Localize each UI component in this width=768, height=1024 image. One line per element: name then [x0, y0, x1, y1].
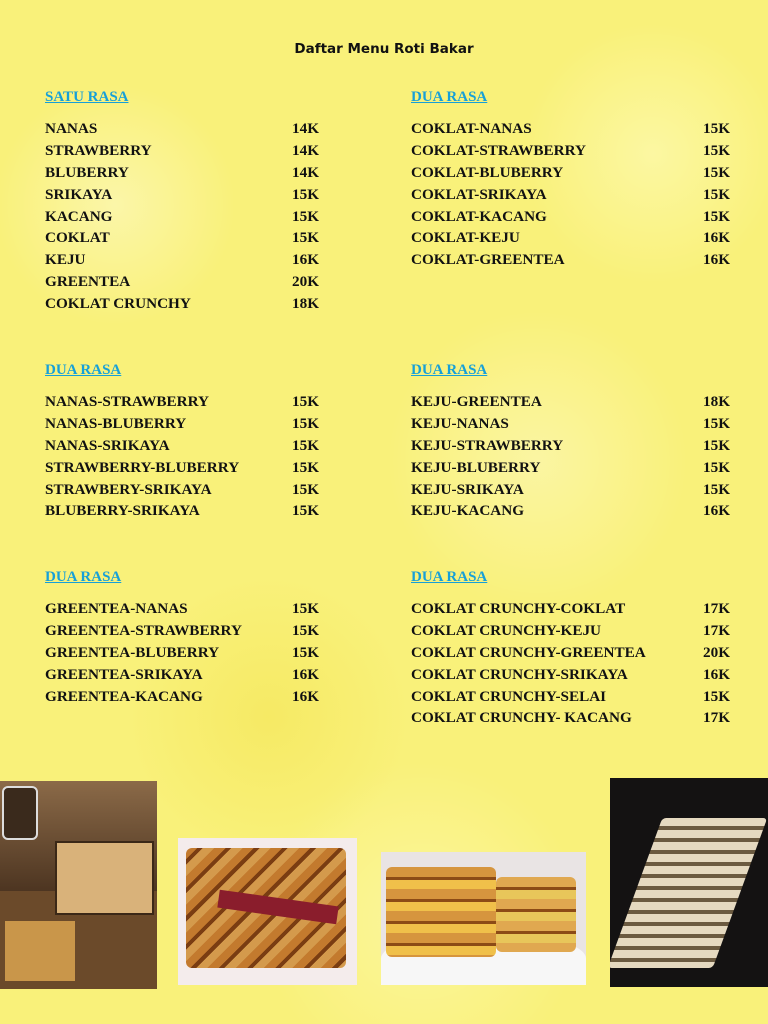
menu-item [411, 206, 741, 228]
menu-item [45, 227, 375, 249]
section-title: DUA RASA [45, 569, 122, 585]
menu-item [411, 140, 741, 162]
menu-item-price: 16K [292, 665, 320, 683]
menu-item-price: 20K [292, 273, 320, 291]
menu-item [411, 435, 741, 457]
menu-item-price: 15K [703, 687, 731, 705]
menu-item-price: 15K [292, 600, 320, 617]
section-dua-rasa-coklat-crunchy [411, 566, 741, 729]
menu-item-price: 15K [292, 393, 320, 410]
bread-packaging-photo [0, 781, 157, 989]
menu-item-name: GREENTEA-NANAS [45, 600, 188, 617]
menu-item-name: COKLAT CRUNCHY-SRIKAYA [411, 665, 628, 683]
menu-item-name: COKLAT CRUNCHY- KACANG [411, 709, 632, 727]
menu-item-price: 15K [292, 643, 320, 661]
menu-item [411, 598, 741, 620]
menu-item [411, 664, 741, 686]
menu-item [411, 500, 741, 522]
menu-item [45, 391, 375, 413]
menu-item [45, 686, 375, 708]
menu-item-price: 14K [292, 141, 320, 159]
menu-item-price: 16K [292, 251, 320, 269]
menu-item-name: NANAS-STRAWBERRY [45, 393, 210, 410]
menu-item-price: 15K [292, 502, 320, 520]
toast-slices-photo [610, 778, 768, 987]
menu-item [45, 118, 375, 140]
menu-item-price: 15K [292, 207, 320, 225]
menu-item-name: COKLAT CRUNCHY [45, 295, 191, 313]
toast-jam-photo [178, 838, 357, 985]
menu-item [411, 457, 741, 479]
menu-item-name: COKLAT CRUNCHY-SELAI [411, 687, 607, 705]
menu-item-name: NANAS [45, 120, 98, 137]
menu-item-name: COKLAT-NANAS [411, 120, 532, 137]
menu-item-name: COKLAT [45, 229, 110, 247]
menu-item-price: 15K [703, 185, 731, 203]
menu-item [45, 184, 375, 206]
menu-item-price: 15K [703, 207, 731, 225]
menu-item-name: COKLAT CRUNCHY-COKLAT [411, 600, 626, 617]
menu-item-price: 14K [292, 163, 320, 181]
menu-item-name: GREENTEA-BLUBERRY [45, 643, 220, 661]
menu-item [45, 413, 375, 435]
menu-item-name: KEJU-BLUBERRY [411, 458, 541, 476]
menu-item-price: 15K [703, 163, 731, 181]
menu-item-name: KEJU-STRAWBERRY [411, 436, 564, 454]
menu-item-price: 20K [703, 643, 731, 661]
section-title: DUA RASA [411, 569, 488, 585]
menu-item-price: 15K [703, 458, 731, 476]
menu-item-name: KEJU-NANAS [411, 414, 509, 432]
menu-item-name: KEJU [45, 251, 86, 269]
menu-item-price: 18K [292, 295, 320, 313]
menu-item-price: 15K [292, 458, 320, 476]
menu-item-price: 14K [292, 120, 320, 137]
section-satu-rasa [45, 86, 375, 315]
menu-item-name: KEJU-GREENTEA [411, 393, 542, 410]
menu-item [411, 391, 741, 413]
menu-item-price: 17K [703, 600, 731, 617]
section-dua-rasa-keju [411, 359, 741, 522]
menu-item [45, 664, 375, 686]
menu-item [45, 249, 375, 271]
menu-item [411, 162, 741, 184]
menu-item-name: COKLAT CRUNCHY-GREENTEA [411, 643, 646, 661]
toast-stack-photo [381, 852, 586, 985]
menu-item-name: GREENTEA [45, 273, 131, 291]
menu-item [45, 206, 375, 228]
menu-item-name: SRIKAYA [45, 185, 113, 203]
menu-item [45, 271, 375, 293]
menu-item-name: STRAWBERRY-BLUBERRY [45, 458, 240, 476]
menu-item [411, 642, 741, 664]
section-dua-rasa-coklat [411, 86, 741, 271]
menu-item-name: COKLAT-KACANG [411, 207, 547, 225]
menu-item-name: BLUBERRY-SRIKAYA [45, 502, 200, 520]
menu-item-name: NANAS-SRIKAYA [45, 436, 170, 454]
menu-item [45, 642, 375, 664]
menu-item [45, 435, 375, 457]
menu-item-name: STRAWBERY-SRIKAYA [45, 480, 212, 498]
menu-item-price: 15K [292, 436, 320, 454]
section-title: DUA RASA [45, 362, 122, 378]
menu-item-name: COKLAT-GREENTEA [411, 251, 565, 269]
menu-item-price: 15K [703, 414, 731, 432]
section-dua-rasa-nanas [45, 359, 375, 522]
menu-item-price: 16K [703, 665, 731, 683]
menu-item-name: GREENTEA-STRAWBERRY [45, 621, 242, 639]
menu-item [45, 162, 375, 184]
menu-item-price: 16K [703, 229, 731, 247]
menu-item-price: 15K [292, 480, 320, 498]
menu-item-price: 15K [292, 414, 320, 432]
menu-item [411, 249, 741, 271]
menu-item-name: KACANG [45, 207, 113, 225]
menu-item-price: 15K [292, 621, 320, 639]
menu-item [411, 479, 741, 501]
menu-item [411, 184, 741, 206]
menu-item-price: 16K [703, 251, 731, 269]
menu-item [45, 479, 375, 501]
menu-item-price: 16K [703, 502, 731, 520]
menu-item [411, 413, 741, 435]
menu-item [411, 620, 741, 642]
menu-item-name: COKLAT CRUNCHY-KEJU [411, 621, 602, 639]
menu-item-price: 16K [292, 687, 320, 705]
menu-item [411, 118, 741, 140]
menu-item [45, 598, 375, 620]
menu-item-name: GREENTEA-KACANG [45, 687, 203, 705]
menu-item-name: GREENTEA-SRIKAYA [45, 665, 203, 683]
menu-item-name: COKLAT-KEJU [411, 229, 520, 247]
page-title: Daftar Menu Roti Bakar [294, 41, 474, 57]
menu-item [45, 620, 375, 642]
menu-item-name: NANAS-BLUBERRY [45, 414, 187, 432]
menu-item-price: 15K [703, 141, 731, 159]
menu-item-name: COKLAT-STRAWBERRY [411, 141, 587, 159]
section-title: DUA RASA [411, 362, 488, 378]
menu-item-price: 17K [703, 709, 731, 727]
menu-item-name: BLUBERRY [45, 163, 129, 181]
menu-item-name: KEJU-KACANG [411, 502, 525, 520]
menu-item-name: KEJU-SRIKAYA [411, 480, 524, 498]
section-title: DUA RASA [411, 89, 488, 105]
menu-item-name: STRAWBERRY [45, 141, 152, 159]
menu-item-price: 15K [703, 480, 731, 498]
menu-item-price: 15K [292, 185, 320, 203]
menu-item [45, 293, 375, 315]
menu-item [45, 140, 375, 162]
menu-item [411, 227, 741, 249]
menu-item-price: 15K [703, 436, 731, 454]
section-dua-rasa-greentea [45, 566, 375, 707]
section-title: SATU RASA [45, 89, 129, 105]
menu-item-price: 15K [292, 229, 320, 247]
menu-item [411, 686, 741, 708]
menu-item-name: COKLAT-SRIKAYA [411, 185, 547, 203]
menu-item-price: 17K [703, 621, 731, 639]
menu-item [411, 707, 741, 729]
menu-item-price: 18K [703, 393, 731, 410]
menu-item-price: 15K [703, 120, 731, 137]
menu-item-name: COKLAT-BLUBERRY [411, 163, 564, 181]
menu-item [45, 457, 375, 479]
menu-item [45, 500, 375, 522]
